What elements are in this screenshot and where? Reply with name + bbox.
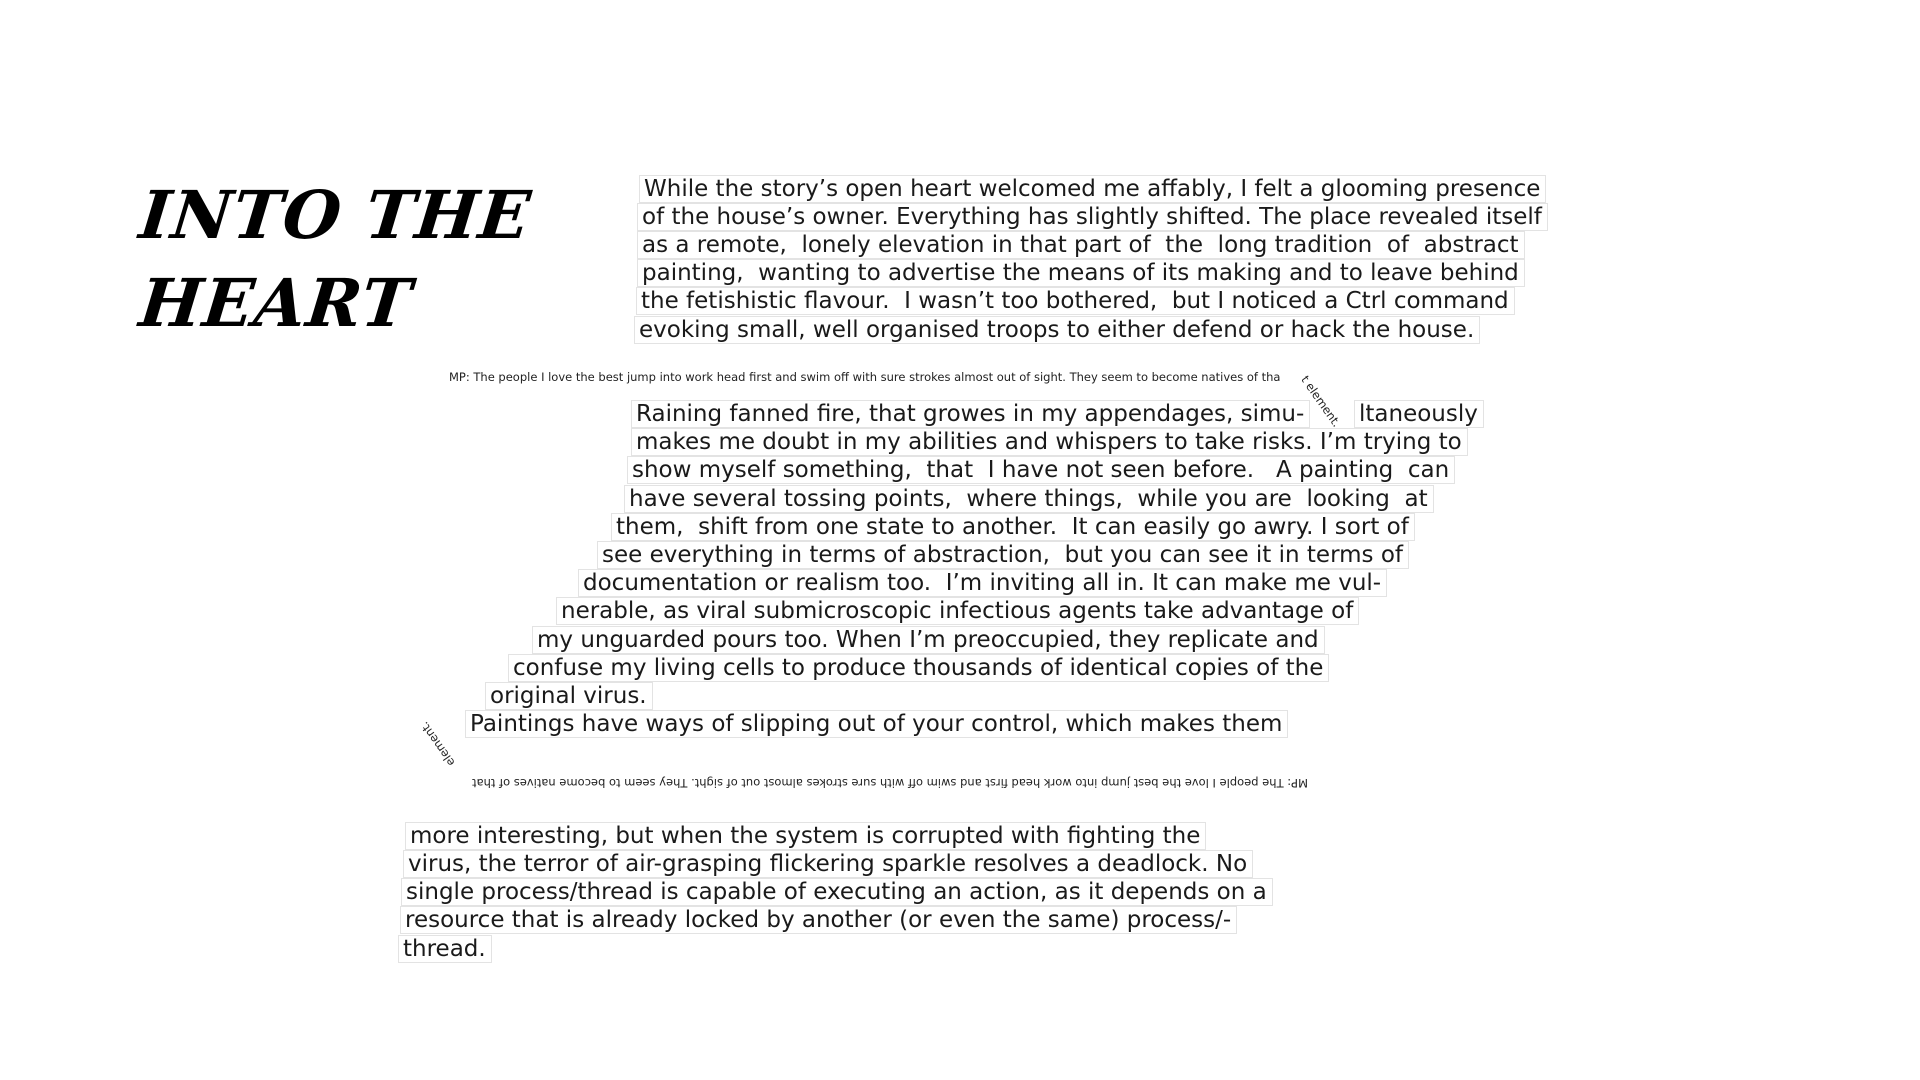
text-line: Raining fanned fire, that growes in my appendages, simu-	[631, 400, 1310, 428]
text-line: more interesting, but when the system is corrupted with fighting the	[405, 822, 1206, 850]
text-line: my unguarded pours too. When I’m preoccupied, they replicate and	[532, 626, 1325, 654]
text-line: them, shift from one state to another. It can easily go awry. I sort of	[611, 513, 1415, 541]
text-line: confuse my living cells to produce thousands of identical copies of the	[508, 654, 1329, 682]
text-line: of the house’s owner. Everything has slightly shifted. The place revealed itself	[637, 203, 1548, 231]
text-line: painting, wanting to advertise the means of its making and to leave behind	[637, 259, 1525, 287]
margin-note-top-curl: t element.	[1298, 372, 1344, 430]
text-line: makes me doubt in my abilities and whispers to take risks. I’m trying to	[631, 428, 1468, 456]
text-line: nerable, as viral submicroscopic infectious agents take advantage of	[556, 597, 1359, 625]
text-line: see everything in terms of abstraction, but you can see it in terms of	[597, 541, 1409, 569]
text-line: single process/thread is capable of executing an action, as it depends on a	[401, 878, 1273, 906]
text-line: documentation or realism too. I’m inviting all in. It can make me vul-	[578, 569, 1387, 597]
text-line: original virus.	[485, 682, 653, 710]
page-title-line-2: HEART	[135, 264, 416, 342]
text-line: virus, the terror of air-grasping flickering sparkle resolves a deadlock. No	[403, 850, 1253, 878]
page-title-line-1: INTO THE	[135, 176, 535, 254]
text-line: resource that is already locked by another (or even the same) process/-	[400, 906, 1237, 934]
margin-note-bottom-curl: element.	[416, 719, 458, 770]
text-line: as a remote, lonely elevation in that part of the long tradition of abstract	[637, 231, 1525, 259]
text-line: have several tossing points, where things, while you are looking at	[624, 485, 1434, 513]
text-line: While the story’s open heart welcomed me affably, I felt a glooming presence	[639, 175, 1546, 203]
text-line: Paintings have ways of slipping out of your control, which makes them	[465, 710, 1288, 738]
text-line: ltaneously	[1354, 400, 1484, 428]
margin-note-bottom: MP: The people I love the best jump into work head first and swim off with sure strokes almost out of sight. They seem to become natives of that	[472, 776, 1308, 790]
text-line: the fetishistic flavour. I wasn’t too bothered, but I noticed a Ctrl command	[636, 287, 1515, 315]
margin-note-top: MP: The people I love the best jump into work head first and swim off with sure strokes almost out of sight. They seem to become natives of tha	[449, 370, 1281, 384]
text-line: thread.	[398, 935, 492, 963]
text-line: evoking small, well organised troops to either defend or hack the house.	[634, 316, 1480, 344]
text-line: show myself something, that I have not seen before. A painting can	[627, 456, 1455, 484]
